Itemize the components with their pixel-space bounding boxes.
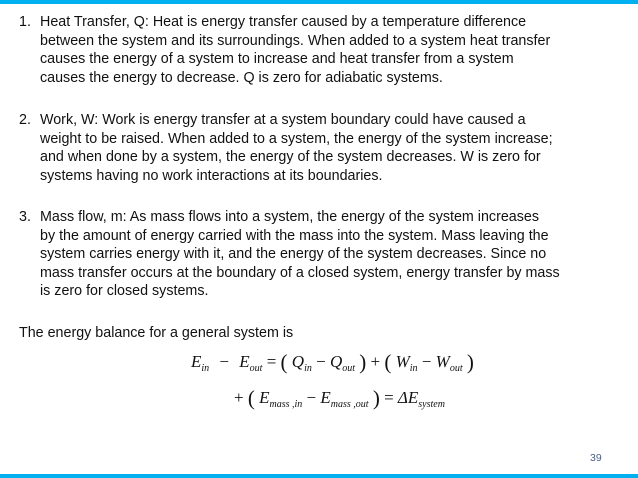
- top-accent-rule: [0, 0, 638, 4]
- list-item-number: 2.: [19, 112, 31, 128]
- page-number: 39: [590, 452, 602, 464]
- equation-line-1: $E_{in} - E_{out}$ = ( $Q_{in} - Q_{out}$ ) + ( $W_{in} - W_{out}$ ): [191, 350, 474, 374]
- list-item-number: 1.: [19, 14, 31, 30]
- list-item-text: Heat Transfer, Q: Heat is energy transfer caused by a temperature difference between the system and its surroundings. When added to a system heat transfer causes the energy of a system to increase and heat transfer from a system causes the energy to decrease. Q is zero for adiabatic systems.: [40, 14, 551, 86]
- equation-line-2: + ( $E_{mass ,in} - E_{mass ,out}$ ) = $\Delta E_{system}$: [234, 386, 445, 410]
- list-item-text: Work, W: Work is energy transfer at a system boundary could have caused a weight to be raised. When added to a system, the energy of the system increase; and when done by a system, the energy of the system decreases. W is zero for systems having no work interactions at its boundaries.: [40, 112, 553, 184]
- bottom-accent-rule: [0, 474, 638, 478]
- energy-balance-intro: The energy balance for a general system is: [19, 325, 294, 341]
- list-item-text: Mass flow, m: As mass flows into a system, the energy of the system increases by the amount of energy carried with the mass into the system. Mass leaving the system carries energy with it, and the energy of the system decreases. Since no mass transfer occurs at the boundary of a closed system, energy transfer by mass is zero for closed systems.: [40, 209, 560, 299]
- list-item-number: 3.: [19, 209, 31, 225]
